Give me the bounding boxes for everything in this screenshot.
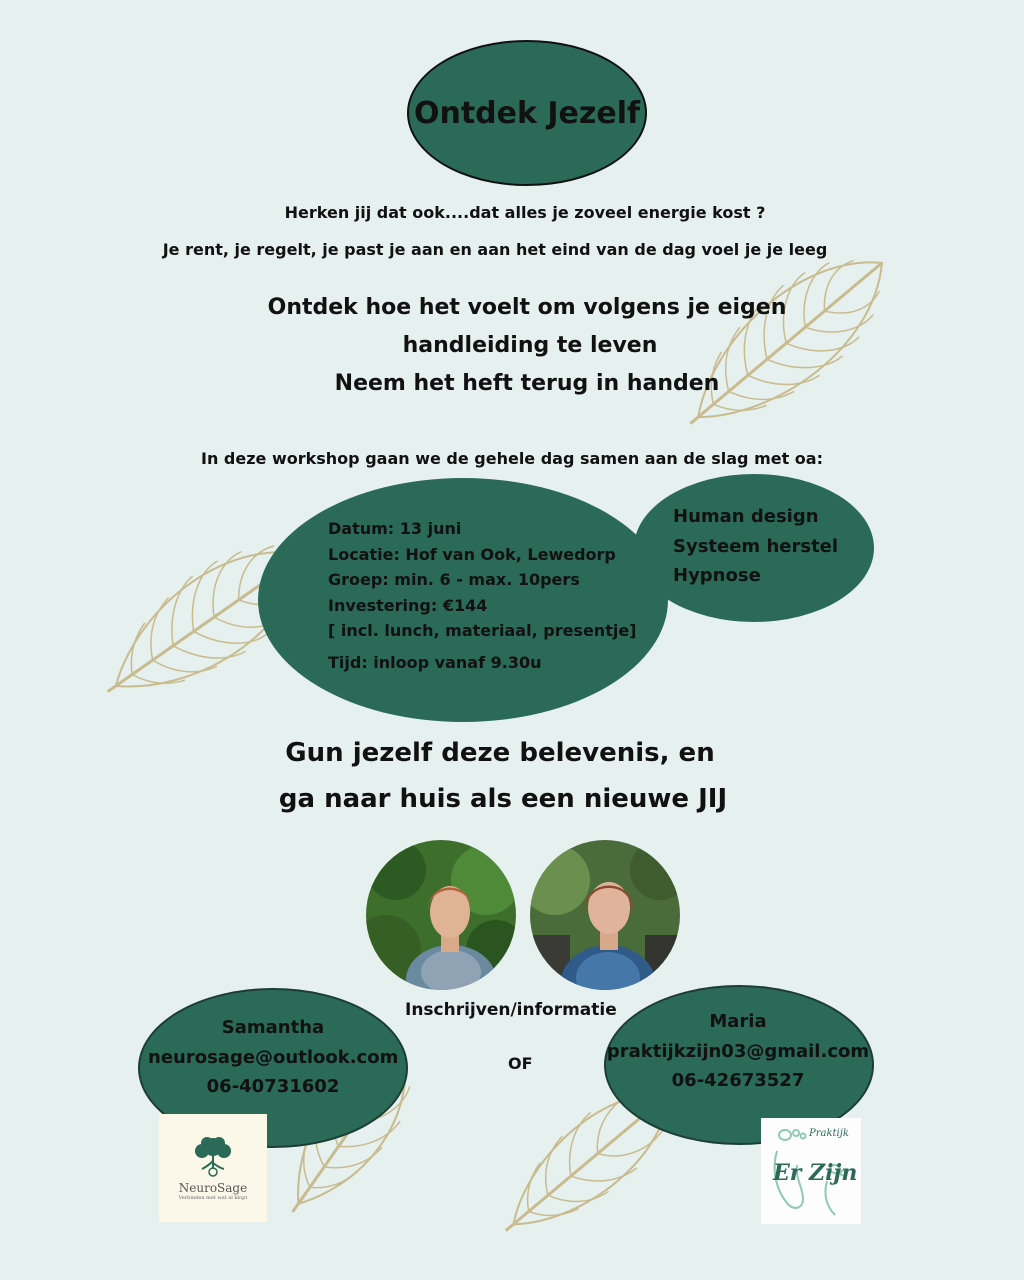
erzijn-logo	[761, 1118, 861, 1224]
intro-line-2: Je rent, je regelt, je past je aan en aan het eind van de dag voel je je leeg	[162, 240, 828, 259]
topic-item: Systeem herstel	[673, 535, 839, 557]
photo-samantha	[366, 840, 516, 990]
cta-line-2: ga naar huis als een nieuwe JIJ	[278, 784, 728, 814]
topic-item: Human design	[673, 506, 819, 527]
neurosage-logo	[159, 1114, 267, 1222]
headline-line-2: handleiding te leven	[402, 333, 658, 358]
signup-label: Inschrijven/informatie	[405, 1000, 617, 1020]
intro-line-1: Herken jij dat ook....dat alles je zoveel energie kost ?	[284, 203, 766, 222]
neurosage-name: NeuroSage	[178, 1181, 248, 1195]
detail-groep: Groep: min. 6 - max. 10pers	[328, 570, 580, 589]
erzijn-top: Praktijk	[809, 1128, 849, 1139]
contact-email[interactable]: praktijkzijn03@gmail.com	[606, 1040, 870, 1062]
contact-email[interactable]: neurosage@outlook.com	[148, 1046, 399, 1068]
photo-maria	[530, 840, 680, 990]
contact-phone[interactable]: 06-40731602	[206, 1076, 340, 1097]
cta-line-1: Gun jezelf deze belevenis, en	[285, 738, 715, 768]
or-label: OF	[508, 1054, 533, 1073]
headline-line-3: Neem het heft terug in handen	[334, 371, 720, 396]
neurosage-tagline: Verbinden met wat al klopt	[178, 1195, 248, 1201]
erzijn-main: Er Zijn	[773, 1160, 858, 1186]
detail-datum: Datum: 13 juni	[328, 519, 462, 538]
topic-item: Hypnose	[673, 565, 761, 586]
topics-list	[673, 502, 838, 591]
details-block	[328, 516, 637, 675]
detail-investering: Investering: €144	[328, 595, 488, 615]
detail-inclusief: [ incl. lunch, materiaal, presentje]	[328, 621, 637, 640]
detail-locatie: Locatie: Hof van Ook, Lewedorp	[328, 544, 616, 564]
contact-maria	[606, 1007, 870, 1096]
tree-icon	[188, 1135, 238, 1179]
contact-name: Maria	[709, 1011, 767, 1032]
workshop-intro: In deze workshop gaan we de gehele dag samen aan de slag met oa:	[201, 449, 823, 468]
contact-phone[interactable]: 06-42673527	[671, 1070, 805, 1091]
page-title: Ontdek Jezelf	[413, 95, 641, 131]
title-oval	[407, 40, 647, 186]
contact-name: Samantha	[221, 1017, 325, 1038]
detail-tijd: Tijd: inloop vanaf 9.30u	[328, 652, 542, 672]
contact-samantha	[148, 1013, 398, 1102]
headline-line-1: Ontdek hoe het voelt om volgens je eigen	[267, 295, 787, 320]
